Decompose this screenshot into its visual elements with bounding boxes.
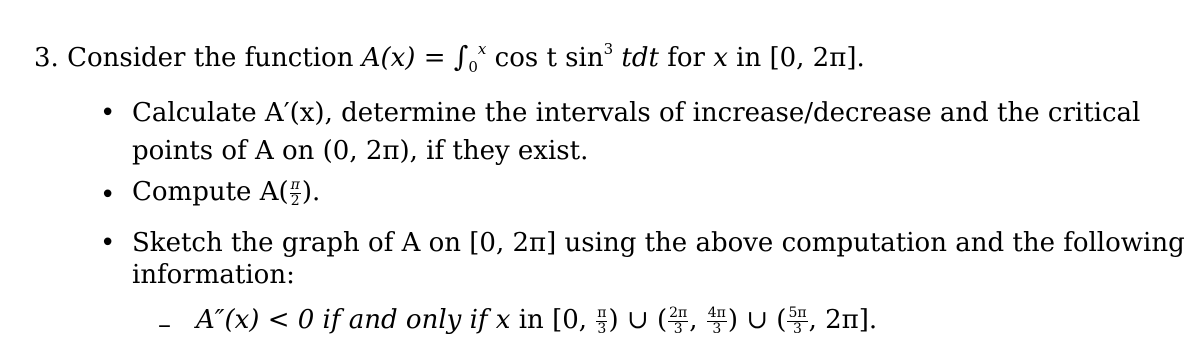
integrand-tail: tdt: [621, 43, 659, 73]
fraction-numerator: π: [597, 305, 607, 321]
integral-sign: ∫: [453, 40, 469, 73]
in-text: in: [736, 43, 762, 73]
problem-statement: [34, 42, 865, 75]
fraction-numerator: π: [290, 177, 300, 193]
equals-sign: =: [423, 43, 446, 73]
fraction-denominator: 3: [712, 320, 722, 337]
interval-open-1: [0,: [552, 305, 588, 336]
variable-x: x: [713, 43, 728, 73]
fraction-denominator: 3: [673, 320, 683, 337]
function-lhs: A(x): [361, 43, 416, 73]
fraction-numerator: 5π: [788, 305, 807, 321]
bullet-3-line-2: information:: [132, 260, 295, 290]
for-text: for: [667, 43, 705, 73]
integrand-power: 3: [603, 40, 614, 58]
interval-comma: ,: [689, 305, 698, 336]
bullet-1-marker: •: [100, 98, 116, 128]
fraction-numerator: 2π: [669, 305, 688, 321]
union-1: ) ∪ (: [608, 305, 668, 336]
integral-lower-limit: 0: [468, 58, 478, 76]
bullet-2-suffix: ).: [301, 177, 321, 208]
integral-upper-limit: x: [477, 40, 487, 58]
bullet-2-line: [132, 178, 320, 208]
two-pi-over-3-fraction: [668, 306, 688, 336]
union-2: ) ∪ (: [727, 305, 787, 336]
interval-tail: , 2π].: [808, 305, 878, 336]
sub-item-dash: –: [158, 310, 171, 340]
five-pi-over-3-fraction: [787, 306, 807, 336]
bullet-1-line-2: points of A on (0, 2π), if they exist.: [132, 136, 589, 166]
fraction-denominator: 2: [290, 192, 300, 209]
fraction-numerator: 4π: [707, 305, 726, 321]
second-derivative-lhs: A″(x) < 0 if and only if: [196, 305, 488, 336]
fraction-denominator: 3: [793, 320, 802, 337]
bullet-1-line-1: Calculate A′(x), determine the intervals of increase/decrease and the critical: [132, 98, 1141, 128]
bullet-2-prefix: Compute A(: [132, 177, 289, 208]
fraction-denominator: 3: [597, 320, 607, 337]
domain-interval: [0, 2π].: [769, 43, 865, 73]
bullet-3-line-1: Sketch the graph of A on [0, 2π] using the above computation and the following: [132, 228, 1185, 258]
pi-over-3-fraction: [596, 306, 607, 336]
bullet-3-marker: •: [100, 228, 116, 258]
sub-item-in-text: in: [518, 305, 544, 336]
sub-item-line: [196, 306, 877, 336]
intro-text: Consider the function: [67, 43, 354, 73]
bullet-2-marker: •: [100, 180, 116, 210]
four-pi-over-3-fraction: [707, 306, 727, 336]
problem-number: 3.: [34, 43, 59, 73]
pi-over-2-fraction: [290, 178, 301, 208]
sub-item-variable: x: [495, 305, 511, 336]
integrand: cos t sin: [494, 43, 604, 73]
